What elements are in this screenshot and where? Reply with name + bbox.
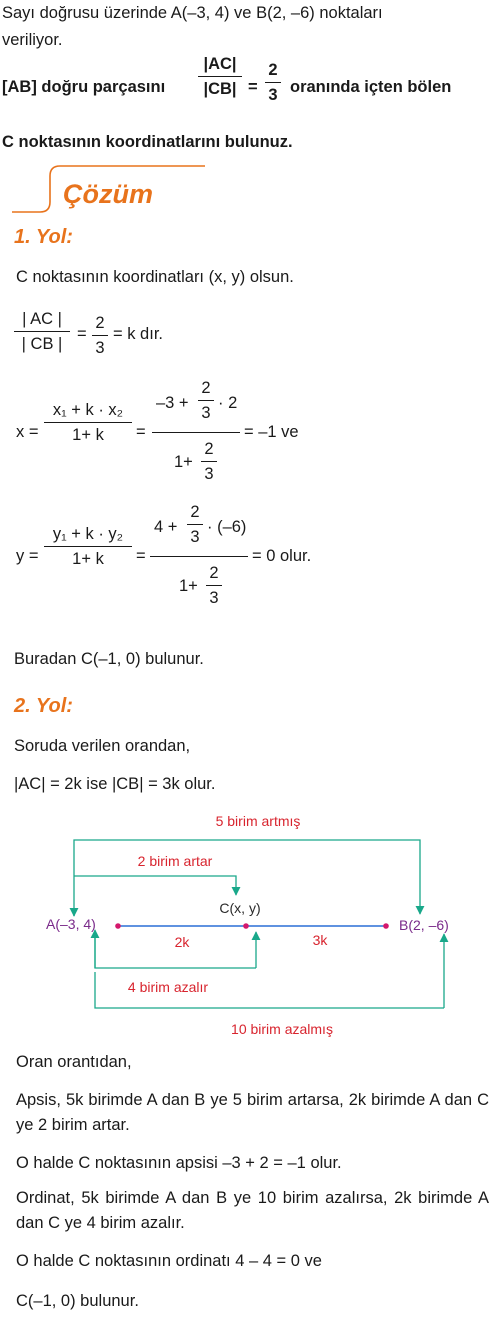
way1-intro: C noktasının koordinatları (x, y) olsun. (16, 268, 294, 286)
y-main-bar (150, 556, 248, 557)
label-point-b: B(2, –6) (399, 917, 449, 933)
x-formula (44, 400, 132, 445)
way1-ratio-eq: = (77, 325, 87, 343)
problem-line-1: Sayı doğrusu üzerinde A(–3, 4) ve B(2, –6) noktaları (2, 4, 383, 22)
x-eq: = (136, 423, 146, 441)
number-line-diagram (0, 800, 503, 1045)
label-2k: 2k (174, 934, 190, 950)
y-sub-fn: 2 (190, 503, 200, 521)
x-formula-num: x₁ + k · x₂ (52, 401, 124, 419)
problem-ratio-fraction (198, 54, 242, 99)
k-numerator: 2 (268, 61, 278, 79)
x-sub-fd: 3 (201, 404, 211, 422)
way2-title: 2. Yol: (14, 695, 73, 717)
label-point-a: A(–3, 4) (46, 916, 96, 932)
ratio-ac: | AC | (22, 310, 62, 328)
y-sub-b: · (–6) (207, 518, 247, 536)
k-num: 2 (95, 314, 105, 332)
way1-conclusion: Buradan C(–1, 0) bulunur. (14, 650, 204, 668)
x-den2-fd: 3 (204, 465, 214, 483)
way2-line-2: |AC| = 2k ise |CB| = 3k olur. (14, 775, 216, 793)
problem-line-2: veriliyor. (2, 31, 63, 49)
y-sub-frac (187, 502, 203, 547)
label-5-units: 5 birim artmış (215, 813, 301, 829)
label-2-units: 2 birim artar (137, 853, 213, 869)
y-sub-fd: 3 (190, 528, 200, 546)
x-den2-fn: 2 (204, 440, 214, 458)
x-sub-frac (198, 378, 214, 423)
way2-p6: C(–1, 0) bulunur. (16, 1292, 139, 1310)
x-sub-a: –3 + (156, 394, 189, 412)
way2-p5: O halde C noktasının ordinatı 4 – 4 = 0 ve (16, 1252, 322, 1270)
x-den2-frac (201, 439, 217, 484)
way2-p3: O halde C noktasının apsisi –3 + 2 = –1 olur. (16, 1154, 342, 1172)
x-formula-den: 1+ k (72, 426, 104, 444)
y-den2-fn: 2 (209, 564, 219, 582)
x-den2-a: 1+ (174, 453, 193, 471)
ratio-denominator: |CB| (203, 80, 237, 98)
y-lhs: y = (16, 547, 39, 565)
label-10-units: 10 birim azalmış (231, 1021, 333, 1037)
problem-eq: = (248, 78, 258, 96)
label-3k: 3k (312, 932, 328, 948)
way2-p4: Ordinat, 5k birimde A dan B ye 10 birim azalırsa, 2k birimde A dan C ye 4 birim azalır. (16, 1189, 489, 1232)
solution-heading: Çözüm (63, 179, 153, 209)
label-point-c: C(x, y) (219, 900, 261, 916)
point-a-dot (115, 923, 121, 929)
arrow-2-units (74, 876, 236, 895)
x-main-bar (152, 432, 240, 433)
y-den2-frac (206, 563, 222, 608)
problem-line-4: C noktasının koordinatlarını bulunuz. (2, 133, 293, 151)
ratio-cb: | CB | (21, 335, 63, 353)
y-formula-num: y₁ + k · y₂ (52, 525, 124, 543)
problem-ab-prefix: [AB] doğru parçasını (2, 78, 166, 96)
way2-p1: Oran orantıdan, (16, 1053, 132, 1071)
k-denominator: 3 (268, 86, 278, 104)
y-den2-a: 1+ (179, 577, 198, 595)
y-result: = 0 olur. (252, 547, 312, 565)
ratio-numerator: |AC| (203, 55, 237, 73)
problem-k-fraction (265, 60, 281, 105)
way2-p2: Apsis, 5k birimde A dan B ye 5 birim artarsa, 2k birimde A dan C ye 2 birim artar. (16, 1091, 489, 1134)
x-sub-b: · 2 (218, 394, 238, 412)
y-formula-den: 1+ k (72, 550, 104, 568)
y-formula (44, 524, 132, 569)
y-eq: = (136, 547, 146, 565)
x-lhs: x = (16, 423, 39, 441)
way1-k-fraction (92, 313, 108, 358)
way1-ratio (14, 309, 70, 354)
way1-ratio-tail: = k dır. (113, 325, 163, 343)
x-sub-fn: 2 (201, 379, 211, 397)
k-den: 3 (95, 339, 105, 357)
x-result: = –1 ve (244, 423, 299, 441)
problem-ab-suffix: oranında içten bölen (290, 78, 452, 96)
point-c-dot (243, 923, 249, 929)
way2-line-1: Soruda verilen orandan, (14, 737, 191, 755)
label-4-units: 4 birim azalır (127, 979, 209, 995)
y-sub-a: 4 + (154, 518, 178, 536)
way1-title: 1. Yol: (14, 226, 73, 248)
y-den2-fd: 3 (209, 589, 219, 607)
point-b-dot (383, 923, 389, 929)
